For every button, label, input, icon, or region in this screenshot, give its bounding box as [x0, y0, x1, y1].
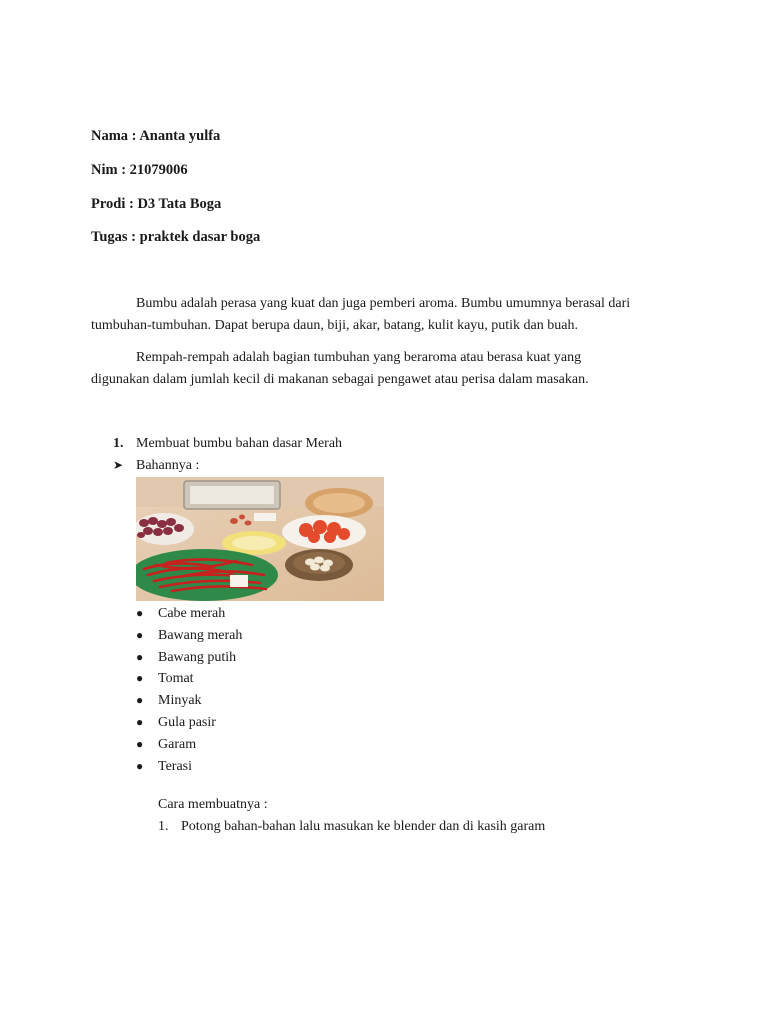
- bullet-icon: ●: [136, 649, 144, 664]
- ingredient-label: Bawang putih: [158, 649, 237, 665]
- bullet-icon: ●: [136, 693, 144, 708]
- step-text: Potong bahan-bahan lalu masukan ke blender dan di kasih garam: [181, 819, 546, 834]
- ingredient-label: Terasi: [158, 758, 193, 774]
- section-1-number: 1.: [113, 436, 124, 451]
- nim-line: Nim : 21079006: [91, 162, 188, 178]
- paragraph-bumbu-line-2: tumbuhan-tumbuhan. Dapat berupa daun, biji, akar, batang, kulit kayu, putik dan buah.: [91, 318, 578, 333]
- bullet-icon: ●: [136, 606, 144, 620]
- bullet-icon: ●: [136, 627, 144, 642]
- paragraph-rempah: [91, 347, 691, 391]
- ingredient-label: Cabe merah: [158, 606, 226, 621]
- list-item: [136, 647, 242, 669]
- list-item: [136, 756, 242, 778]
- paragraph-rempah-line-1: Rempah-rempah adalah bagian tumbuhan yang beraroma atau berasa kuat yang: [136, 350, 582, 365]
- step-item: [158, 819, 545, 835]
- list-item: [136, 712, 242, 734]
- ingredients-photo: [136, 477, 384, 601]
- ingredient-label: Tomat: [158, 671, 194, 687]
- nama-line: Nama : Ananta yulfa: [91, 128, 221, 144]
- paragraph-bumbu-line-1: Bumbu adalah perasa yang kuat dan juga pemberi aroma. Bumbu umumnya berasal dari: [136, 296, 631, 311]
- ingredients-photo-illustration: [136, 477, 384, 601]
- ingredient-label: Gula pasir: [158, 714, 216, 730]
- prodi-line: Prodi : D3 Tata Boga: [91, 196, 222, 212]
- paragraph-bumbu: [91, 293, 691, 337]
- tugas-line: Tugas : praktek dasar boga: [91, 229, 261, 245]
- bullet-icon: ●: [136, 758, 144, 773]
- bullet-icon: ●: [136, 714, 144, 729]
- ingredient-label: Bawang merah: [158, 627, 243, 643]
- ingredient-label: Minyak: [158, 693, 202, 709]
- ingredient-label: Garam: [158, 736, 197, 752]
- list-item: [136, 625, 242, 647]
- bullet-icon: ●: [136, 736, 144, 751]
- section-1-heading: [113, 436, 342, 452]
- bahan-label: Bahannya :: [136, 458, 200, 473]
- bullet-icon: ●: [136, 671, 144, 686]
- step-number: 1.: [158, 819, 169, 834]
- bahan-heading: [113, 458, 199, 474]
- arrowhead-right-icon: ➤: [113, 458, 124, 472]
- list-item: [136, 603, 242, 625]
- list-item: [136, 734, 242, 756]
- section-1-title: Membuat bumbu bahan dasar Merah: [136, 436, 343, 451]
- cara-heading: Cara membuatnya :: [158, 797, 268, 812]
- list-item: [136, 668, 242, 690]
- paragraph-rempah-line-2: digunakan dalam jumlah kecil di makanan sebagai pengawet atau perisa dalam masakan.: [91, 372, 589, 387]
- ingredients-list: [136, 603, 242, 777]
- list-item: [136, 690, 242, 712]
